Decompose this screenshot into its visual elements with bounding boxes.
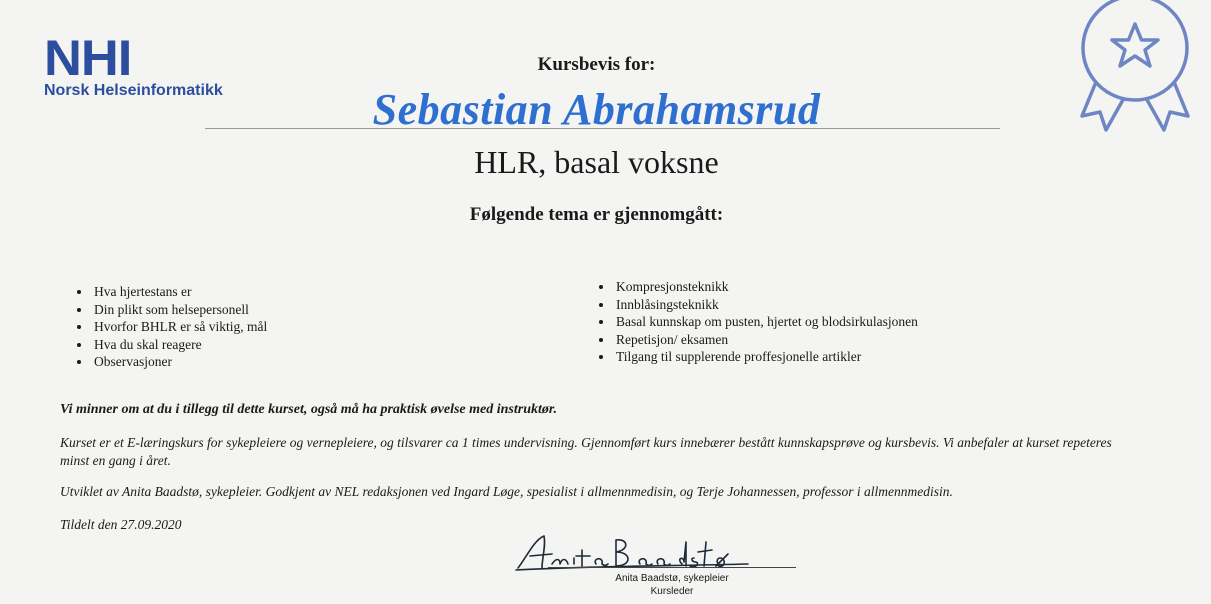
logo-mark: NHI	[44, 30, 132, 86]
developed-by-note: Utviklet av Anita Baadstø, sykepleier. Godkjent av NEL redaksjonen ved Ingard Løge, spesialist i allmennmedisin, og Terje Johannessen, professor i allmennmedisin.	[60, 484, 953, 499]
recipient-name: Sebastian Abrahamsrud	[372, 85, 821, 134]
list-item: • Hva hjertestans er	[92, 283, 267, 301]
list-item: • Tilgang til supplerende proffesjonelle artikler	[614, 348, 918, 366]
topics-heading: Følgende tema er gjennomgått:	[469, 204, 724, 225]
course-description: Kurset er et E-læringskurs for sykepleiere og vernepleiere, og tilsvarer ca 1 times undervisning. Gjennomført kurs innebærer bestått kunnskapsprøve og kursbevis. Vi anbefaler at kurset repeteres minst en gang i året.	[60, 435, 1112, 468]
signer-name: Anita Baadstø, sykepleier	[615, 573, 729, 584]
course-title: HLR, basal voksne	[474, 144, 719, 180]
signature-line	[548, 567, 796, 568]
logo-org-name: Norsk Helseinformatikk	[44, 82, 223, 99]
name-underline	[205, 128, 1000, 129]
topics-list-right	[598, 278, 918, 366]
handwritten-signature	[512, 528, 752, 577]
list-item: • Kompresjonsteknikk	[614, 278, 918, 296]
signer-block	[548, 572, 796, 598]
awarded-date: Tildelt den 27.09.2020	[60, 517, 182, 532]
list-item: • Hva du skal reagere	[92, 336, 267, 354]
list-item: • Innblåsingsteknikk	[614, 296, 918, 314]
list-item: • Din plikt som helsepersonell	[92, 301, 267, 319]
list-item: • Observasjoner	[92, 353, 267, 371]
list-item: • Hvorfor BHLR er så viktig, mål	[92, 318, 267, 336]
list-item: • Repetisjon/ eksamen	[614, 331, 918, 349]
signer-role: Kursleder	[650, 586, 694, 597]
topics-list-left	[76, 283, 267, 371]
list-item: • Basal kunnskap om pusten, hjertet og blodsirkulasjonen	[614, 313, 918, 331]
practice-reminder: Vi minner om at du i tillegg til dette kurset, også må ha praktisk øvelse med instruktør.	[60, 402, 558, 417]
certificate-label: Kursbevis for:	[537, 54, 656, 75]
